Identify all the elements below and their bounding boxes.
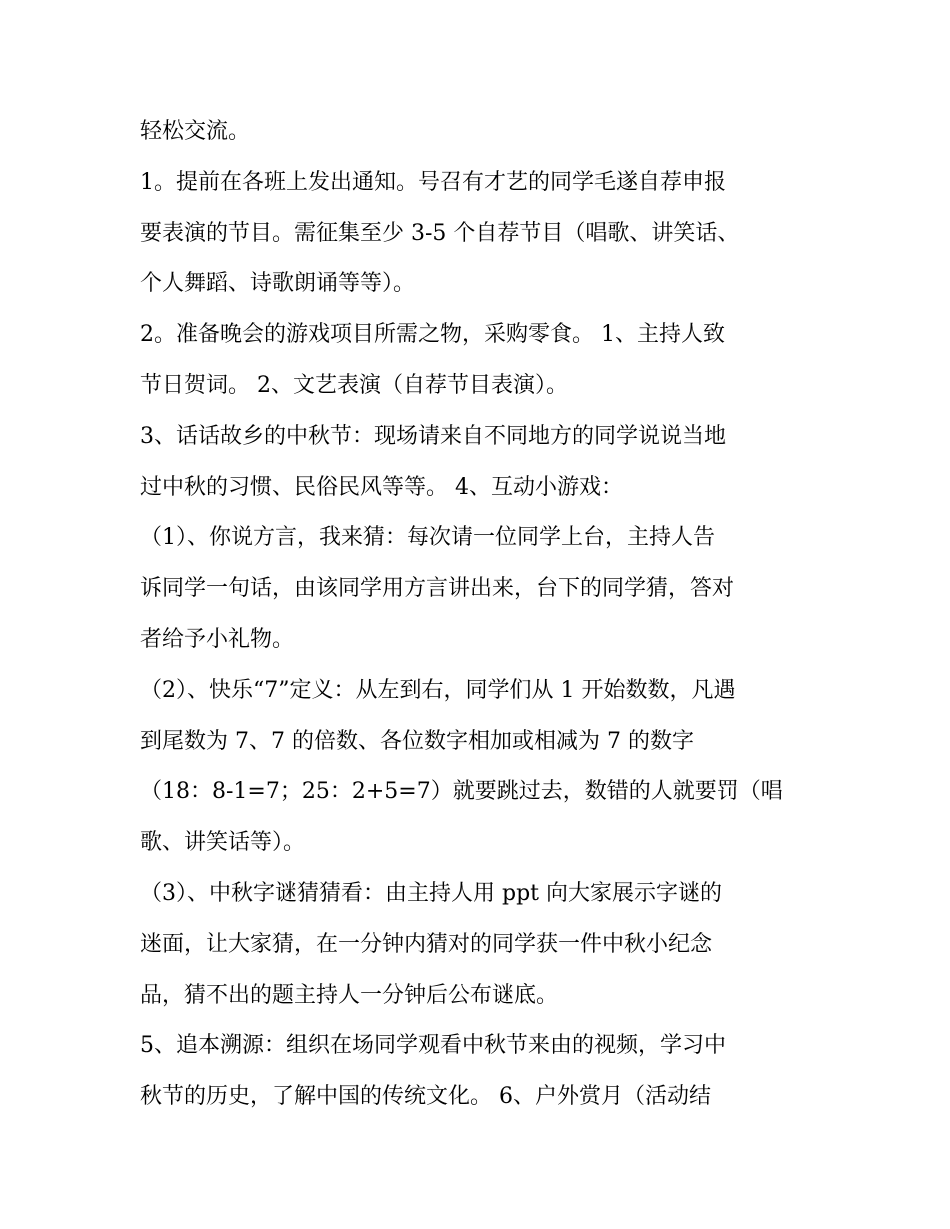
text-line: （2）、快乐“7”定义：从左到右，同学们从 1 开始数数，凡遇: [140, 677, 736, 703]
text-line: 品，猜不出的题主持人一分钟后公布谜底。: [140, 982, 559, 1008]
text-line: 个人舞蹈、诗歌朗诵等等）。: [140, 271, 416, 297]
text-line: 迷面，让大家猜，在一分钟内猜对的同学获一件中秋小纪念: [140, 931, 713, 957]
text-line: 歌、讲笑话等）。: [140, 830, 306, 856]
text-line: 要表演的节目。需征集至少 3-5 个自荐节目（唱歌、讲笑话、: [140, 220, 740, 246]
document-body: [140, 107, 830, 1123]
text-line: 轻松交流。: [140, 119, 251, 144]
text-line: 1。提前在各班上发出通知。号召有才艺的同学毛遂自荐申报: [140, 169, 726, 195]
text-line: 者给予小礼物。: [140, 626, 295, 652]
text-line: 诉同学一句话，由该同学用方言讲出来，台下的同学猜，答对: [140, 576, 735, 602]
text-line: 2。准备晚会的游戏项目所需之物，采购零食。 1、主持人致: [140, 322, 725, 348]
text-line: 秋节的历史，了解中国的传统文化。 6、户外赏月（活动结: [140, 1084, 711, 1110]
text-line: （3）、中秋字谜猜猜看：由主持人用 ppt 向大家展示字谜的: [140, 880, 722, 906]
text-line: 到尾数为 7、7 的倍数、各位数字相加或相减为 7 的数字: [140, 728, 694, 754]
text-line: 3、话话故乡的中秋节：现场请来自不同地方的同学说说当地: [140, 423, 726, 449]
text-line: （1）、你说方言，我来猜：每次请一位同学上台，主持人告: [140, 525, 715, 551]
text-line: 5、追本溯源：组织在场同学观看中秋节来由的视频，学习中: [140, 1033, 726, 1059]
text-line: 节日贺词。 2、文艺表演（自荐节目表演）。: [140, 372, 568, 398]
text-line: 过中秋的习惯、民俗民风等等。 4、互动小游戏：: [140, 474, 623, 500]
text-line: （18：8-1=7；25：2+5=7）就要跳过去，数错的人就要罚（唱: [140, 779, 783, 805]
